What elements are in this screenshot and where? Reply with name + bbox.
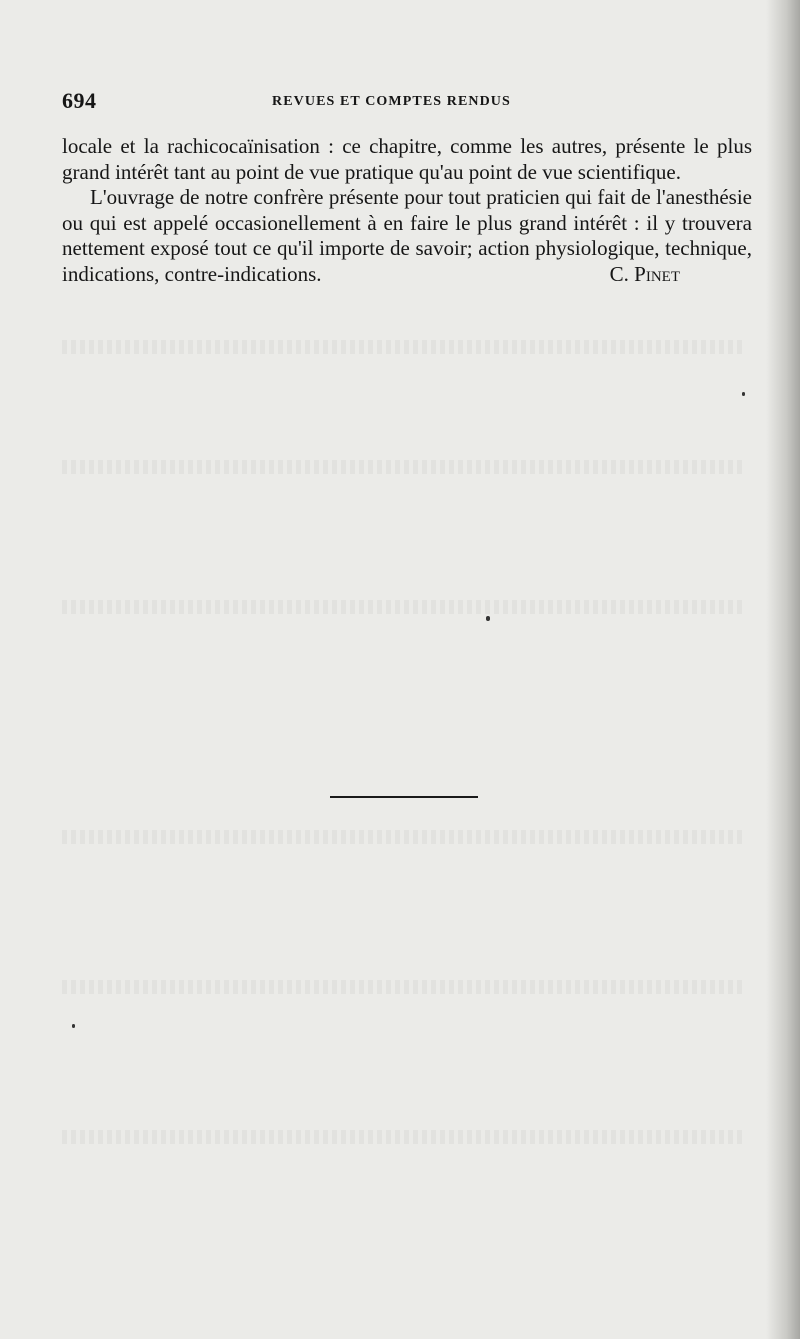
signature-initial: C.	[609, 261, 635, 286]
page-number: 694	[62, 88, 97, 113]
paragraph-conclusion	[62, 185, 752, 287]
page-header	[62, 88, 750, 118]
show-through-text	[62, 340, 742, 354]
reviewer-signature	[582, 262, 680, 288]
review-text	[62, 134, 752, 287]
ink-speck	[742, 392, 745, 396]
show-through-text	[62, 1130, 742, 1144]
running-head: REVUES ET COMPTES RENDUS	[272, 94, 511, 109]
show-through-text	[62, 830, 742, 844]
page-edge-shadow	[766, 0, 800, 1339]
ink-speck	[72, 1024, 75, 1028]
show-through-text	[62, 980, 742, 994]
paragraph-continuation: locale et la rachicocaïnisation : ce chapitre, comme les autres, présente le plus grand intérêt tant au point de vue pratique qu'au point de vue scientifique.	[62, 134, 752, 184]
show-through-text	[62, 600, 742, 614]
section-divider-rule	[330, 796, 478, 798]
paragraph-conclusion-text: L'ouvrage de notre confrère présente pour tout praticien qui fait de l'anesthésie ou qui est appelé occasionellement à en faire le plus grand intérêt : il y trouvera nettement exposé tout ce qu'il importe de savoir; action physiologique, technique, indications, contre-indications.	[62, 185, 752, 286]
ink-speck	[486, 616, 490, 621]
signature-name: Pinet	[634, 261, 680, 286]
show-through-text	[62, 460, 742, 474]
